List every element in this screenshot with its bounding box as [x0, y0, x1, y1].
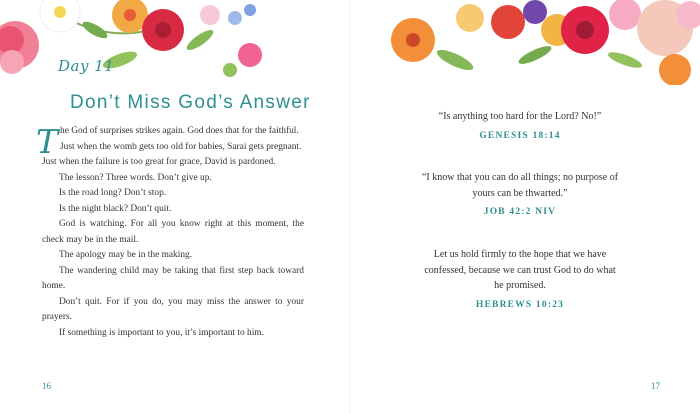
- devotional-text: [42, 124, 304, 341]
- floral-decoration-right: [385, 0, 700, 85]
- verse-block: [420, 170, 620, 221]
- body-paragraph: Is the road long? Don’t stop.: [59, 188, 167, 198]
- page-title: Don’t Miss God’s Answer: [70, 92, 311, 113]
- verse-reference: HEBREWS 10:23: [475, 299, 565, 310]
- book-gutter: [349, 0, 351, 414]
- verse-reference: JOB 42:2 NIV: [483, 207, 557, 217]
- floral-decoration-left: [0, 0, 270, 80]
- verse-text: “Is anything too hard for the Lord? No!”: [438, 111, 602, 122]
- body-paragraph: The wandering child may be taking that first step back toward home.: [42, 265, 304, 291]
- verse-block: [420, 109, 620, 144]
- verse-text: Let us hold firmly to the hope that we have confessed, because we can trust God to do what he promised.: [424, 249, 616, 291]
- body-paragraph: Is the night black? Don’t quit.: [59, 203, 172, 214]
- drop-cap: T: [36, 122, 59, 161]
- body-line: he God of surprises strikes again. God does that for the faithful.: [60, 126, 299, 136]
- page-number-left: 16: [42, 381, 51, 391]
- page-number-right: 17: [651, 381, 660, 391]
- day-label: Day 11: [58, 57, 115, 75]
- verse-text: “I know that you can do all things; no purpose of yours can be thwarted.”: [421, 172, 619, 199]
- body-paragraph: Don’t quit. For if you do, you may miss the answer to your prayers.: [42, 296, 304, 322]
- verse-block: [420, 247, 620, 313]
- body-paragraph: God is watching. For all you know right at this moment, the check may be in the mail.: [42, 219, 304, 245]
- verse-reference: GENESIS 18:14: [479, 130, 561, 141]
- body-line: Just when the womb gets too old for babies, Sarai gets pregnant.: [60, 141, 302, 152]
- body-paragraph: The apology may be in the making.: [59, 250, 193, 260]
- body-paragraph: If something is important to you, it’s important to him.: [59, 327, 264, 338]
- body-paragraph: The lesson? Three words. Don’t give up.: [59, 172, 212, 183]
- body-line: Just when the failure is too great for grace, David is pardoned.: [42, 157, 276, 167]
